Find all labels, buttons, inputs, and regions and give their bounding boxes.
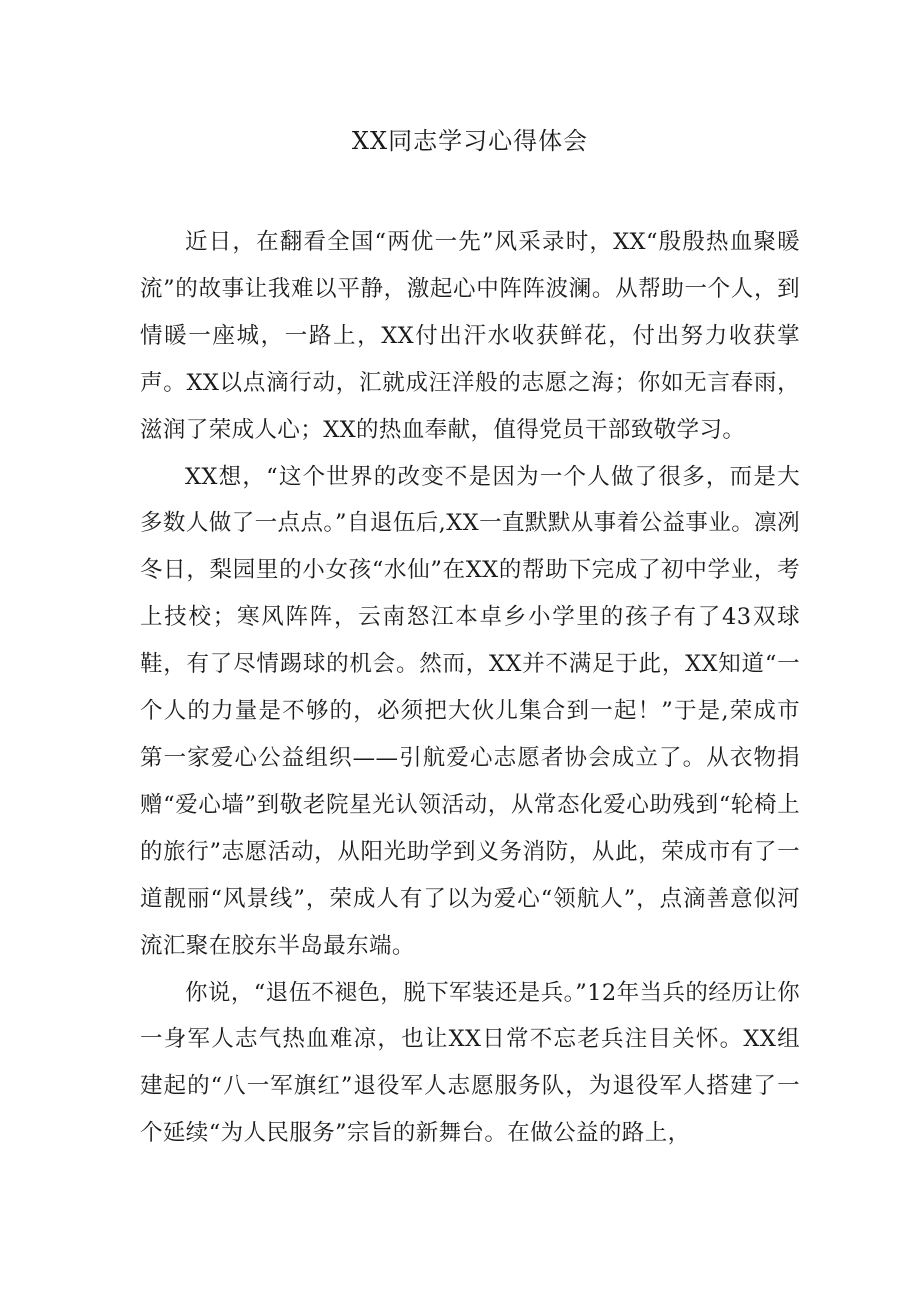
paragraph-3: 你说，“退伍不褪色，脱下军装还是兵。”12年当兵的经历让你一身军人志气热血难凉，也让XX日常不忘老兵注目关怀。XX组建起的“八一军旗红”退役军人志愿服务队，为退役军人搭建了一个延续“为人民服务”宗旨的新舞台。在做公益的路上， bbox=[140, 979, 800, 1147]
paragraph-1: 近日，在翻看全国“两优一先”风采录时，XX“殷殷热血聚暖流”的故事让我难以平静，激起心中阵阵波澜。从帮助一个人，到情暖一座城，一路上，XX付出汗水收获鲜花，付出努力收获掌声。XX以点滴行动，汇就成汪洋般的志愿之海；你如无言春雨，滋润了荣成人心；XX的热血奉献，值得党员干部致敬学习。 bbox=[140, 229, 800, 443]
paragraph-2: XX想，“这个世界的改变不是因为一个人做了很多，而是大多数人做了一点点。”自退伍后,XX一直默默从事着公益事业。凛冽冬日，梨园里的小女孩“水仙”在XX的帮助下完成了初中学业，考上技校；寒风阵阵，云南怒江本卓乡小学里的孩子有了43双球鞋，有了尽情踢球的机会。然而，XX并不满足于此，XX知道“一个人的力量是不够的，必须把大伙儿集合到一起！”于是,荣成市第一家爱心公益组织——引航爱心志愿者协会成立了。从衣物捐赠“爱心墙”到敬老院星光认领活动，从常态化爱心助残到“轮椅上的旅行”志愿活动，从阳光助学到义务消防，从此，荣成市有了一道靓丽“风景线”，荣成人有了以为爱心“领航人”，点滴善意似河流汇聚在胶东半岛最东端。 bbox=[140, 463, 800, 959]
document-title: XX同志学习心得体会 bbox=[351, 127, 589, 155]
